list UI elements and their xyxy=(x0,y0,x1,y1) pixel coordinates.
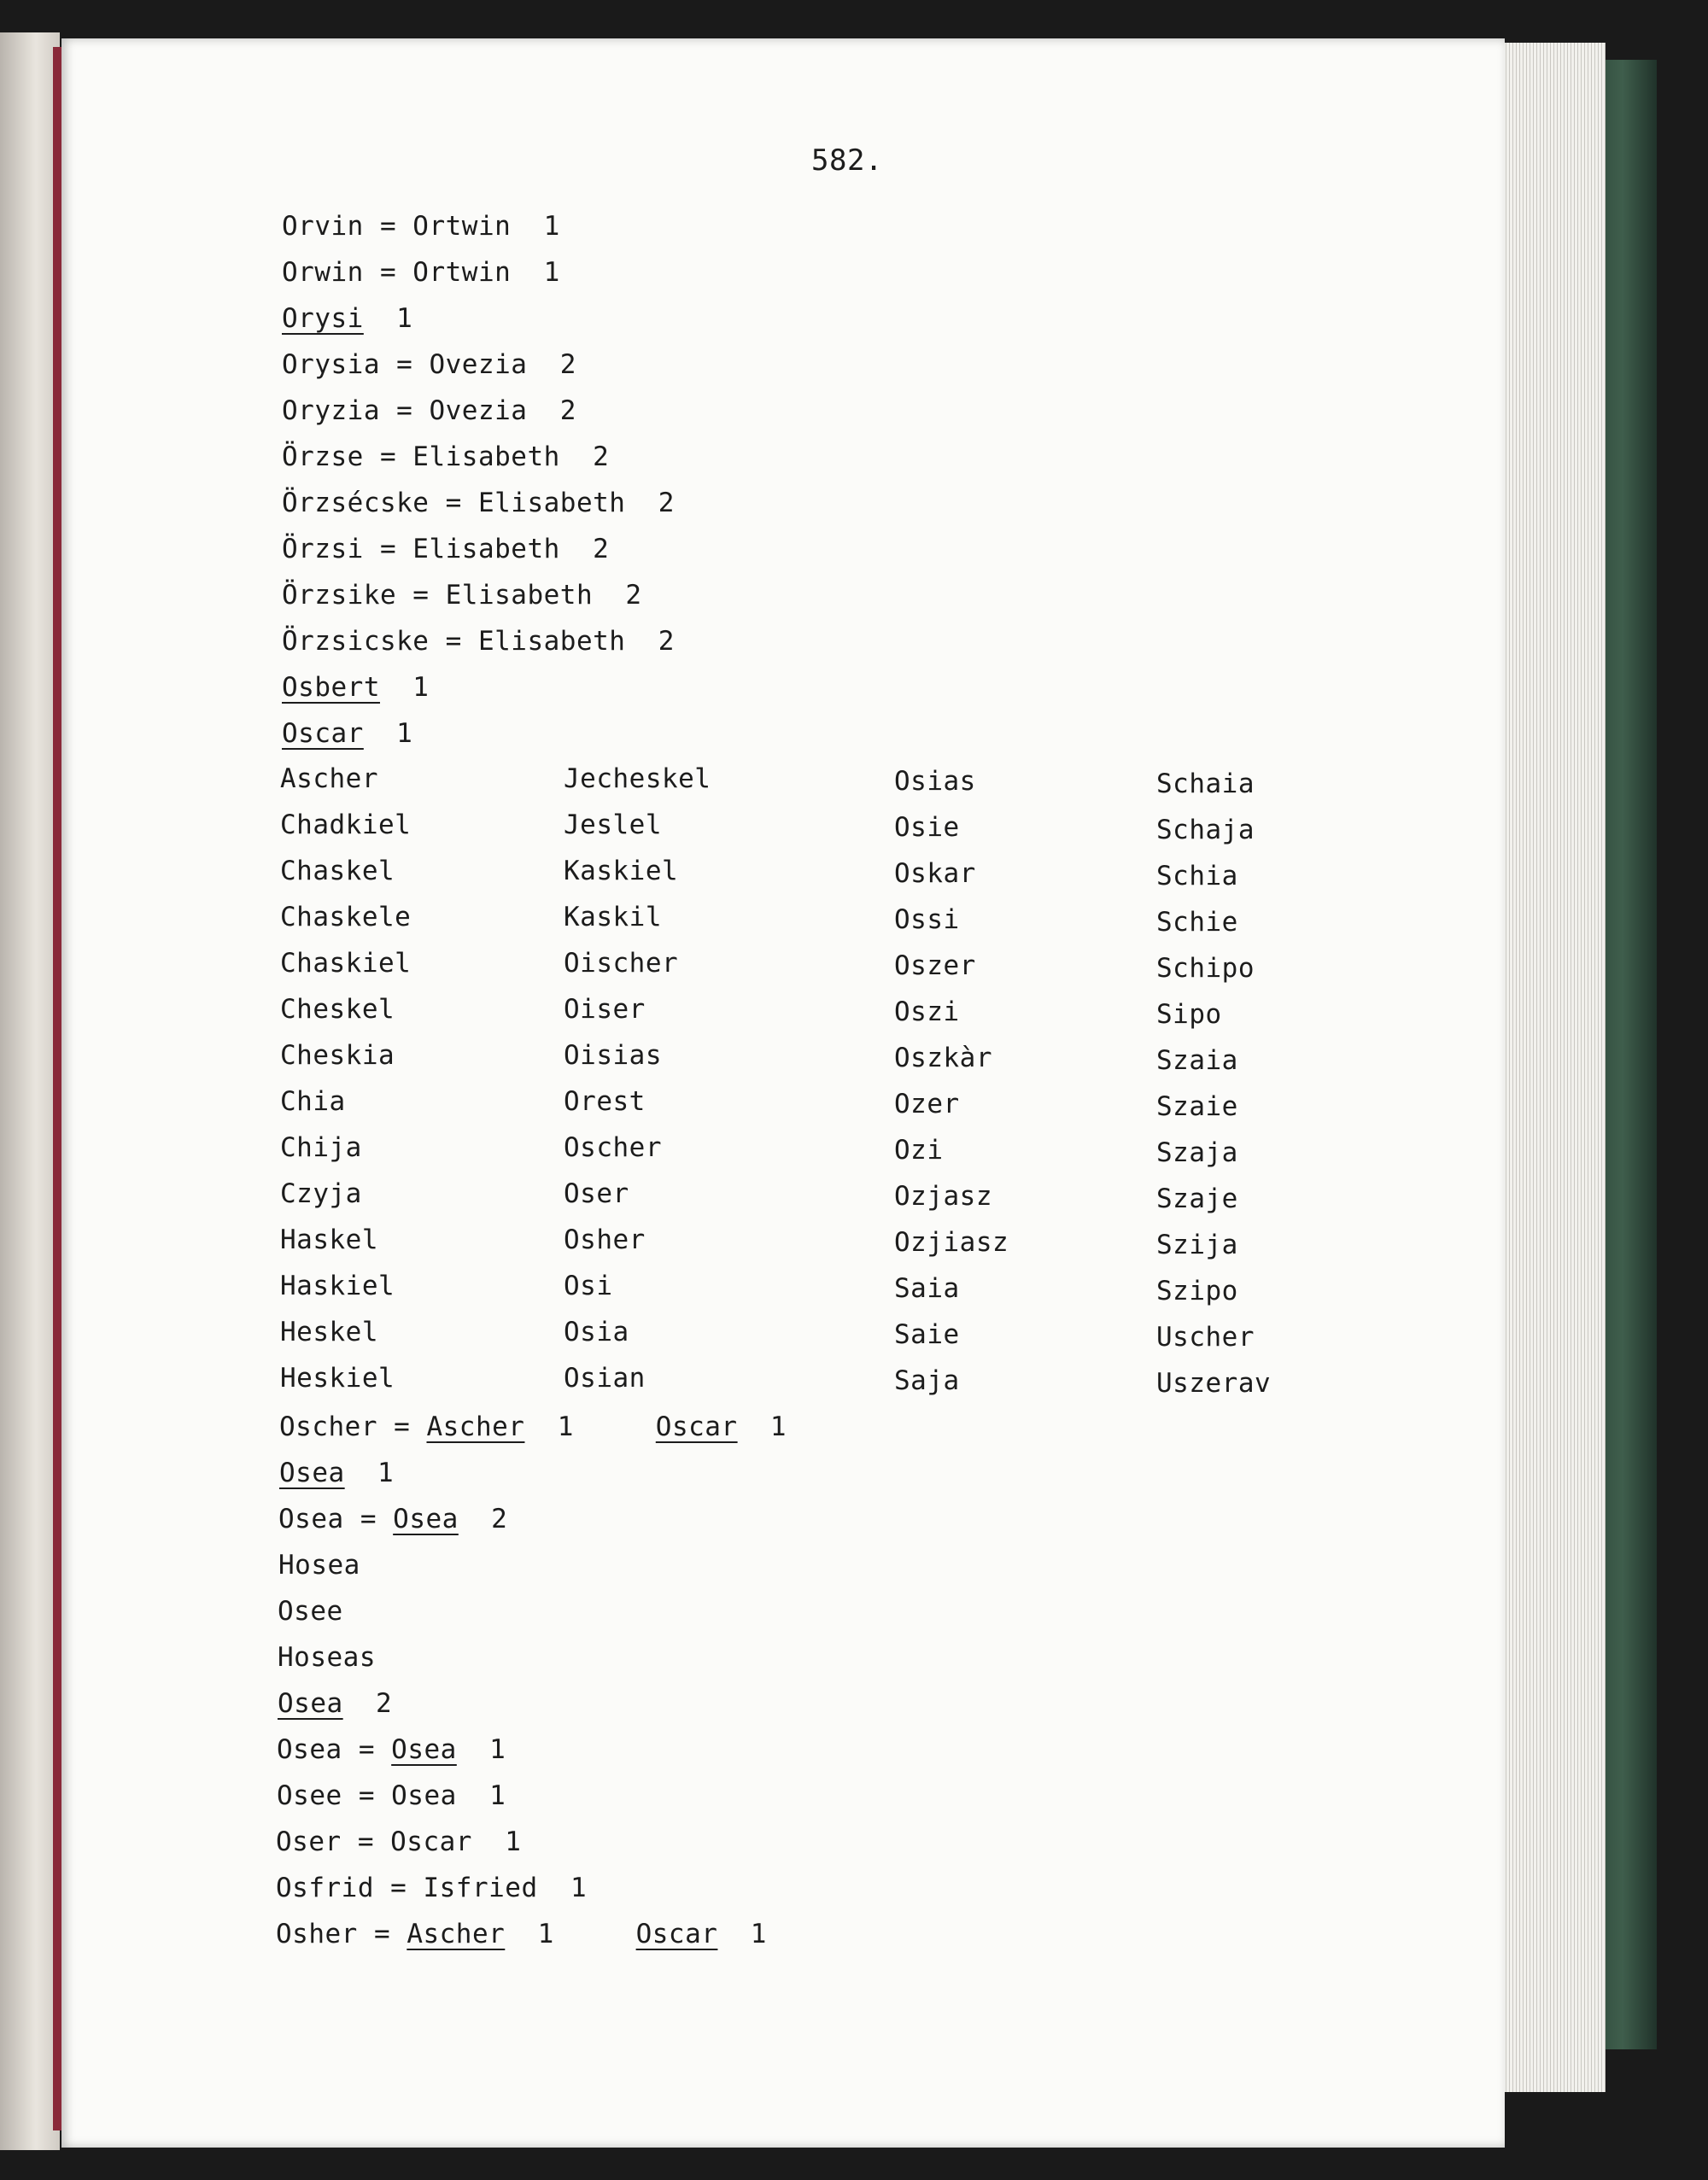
variant-name: Saie xyxy=(894,1319,960,1350)
variant-name: Oiser xyxy=(564,994,646,1025)
index-entry xyxy=(282,536,609,563)
entry-text: 1 xyxy=(344,1458,395,1488)
variant-name: Oscher xyxy=(564,1132,662,1163)
index-entry xyxy=(282,349,576,380)
variant-name: Szaje xyxy=(1156,1184,1238,1214)
variant-name: Kaskiel xyxy=(564,856,679,886)
underlined-name: Osea xyxy=(393,1504,459,1534)
entry-text: Oser = Oscar 1 xyxy=(276,1826,522,1857)
variant-name: Osian xyxy=(564,1363,646,1394)
variant-name: Uscher xyxy=(1156,1322,1255,1353)
page-sheet xyxy=(61,38,1505,2148)
variant-name: Cheskel xyxy=(280,994,395,1025)
variant-name: Szija xyxy=(1156,1230,1238,1260)
variant-name: Chija xyxy=(280,1132,362,1163)
variant-name: Oisias xyxy=(564,1040,662,1071)
entry-text: Örzsike = Elisabeth 2 xyxy=(282,580,642,611)
index-entry xyxy=(282,395,576,426)
entry-text: 2 xyxy=(342,1688,393,1719)
variant-name: Jeslel xyxy=(564,809,662,840)
entry-text: 2 xyxy=(458,1504,508,1534)
entry-text: 1 xyxy=(737,1411,787,1442)
variant-name: Sipo xyxy=(1156,999,1222,1030)
variant-name: Szaia xyxy=(1156,1045,1238,1076)
entry-text: Oryzia = Ovezia 2 xyxy=(282,395,576,426)
variant-name: Osia xyxy=(564,1317,629,1347)
entry-text: 1 xyxy=(379,672,430,703)
variant-name: Schie xyxy=(1156,907,1238,938)
entry-text: Osfrid = Isfried 1 xyxy=(276,1873,588,1903)
variant-name: Haskiel xyxy=(280,1271,395,1301)
index-entry xyxy=(282,303,413,334)
entry-text: 1 xyxy=(456,1734,506,1765)
variant-name: Schia xyxy=(1156,861,1238,891)
variant-name: Chaskel xyxy=(280,856,395,886)
index-entry xyxy=(282,628,675,655)
variant-name: Ossi xyxy=(894,904,960,935)
variant-name: Orest xyxy=(564,1086,646,1117)
variant-name: Heskiel xyxy=(280,1363,395,1394)
variant-name: Saia xyxy=(894,1273,960,1304)
index-entry xyxy=(278,1688,393,1719)
index-entry xyxy=(282,490,675,517)
variant-name: Oszkàr xyxy=(894,1043,992,1073)
variant-name: Chia xyxy=(280,1086,346,1117)
underlined-name: Ascher xyxy=(407,1919,506,1949)
variant-name: Czyja xyxy=(280,1178,362,1209)
underlined-name: Orysi xyxy=(282,303,364,334)
index-entry xyxy=(277,1780,506,1811)
variant-name: Osias xyxy=(894,766,976,797)
index-entry xyxy=(277,1734,506,1765)
underlined-name: Osea xyxy=(278,1688,343,1719)
variant-name: Oser xyxy=(564,1178,629,1209)
variant-name: Ozi xyxy=(894,1135,944,1166)
variant-name: Szaja xyxy=(1156,1137,1238,1168)
entry-text: 1 xyxy=(363,303,413,334)
entry-text: Hosea xyxy=(278,1550,360,1581)
entry-text: Osher = xyxy=(276,1919,407,1949)
entry-text: 1 xyxy=(524,1411,656,1442)
entry-text: Hoseas xyxy=(278,1642,376,1673)
entry-text: Oscher = xyxy=(279,1411,427,1442)
underlined-name: Oscar xyxy=(635,1919,718,1949)
entry-text: Osee = Osea 1 xyxy=(277,1780,506,1811)
variant-name: Uszerav xyxy=(1156,1368,1272,1399)
variant-name: Osie xyxy=(894,812,960,843)
variant-name: Chaskiel xyxy=(280,948,412,979)
variant-name: Chaskele xyxy=(280,902,412,932)
entry-text: Örzsécske = Elisabeth 2 xyxy=(282,488,675,518)
page-number: 582. xyxy=(811,143,883,178)
variant-name: Schipo xyxy=(1156,953,1255,984)
variant-name: Ozjasz xyxy=(894,1181,992,1212)
variant-name: Oszi xyxy=(894,996,960,1027)
entry-text: Örzsi = Elisabeth 2 xyxy=(282,534,610,564)
underlined-name: Osbert xyxy=(282,672,380,703)
underlined-name: Ascher xyxy=(426,1411,525,1442)
entry-text: Örzse = Elisabeth 2 xyxy=(282,441,610,472)
variant-name: Haskel xyxy=(280,1224,378,1255)
variant-name: Cheskia xyxy=(280,1040,395,1071)
entry-text: Orysia = Ovezia 2 xyxy=(282,349,576,380)
variant-name: Jecheskel xyxy=(564,763,711,794)
variant-name: Oischer xyxy=(564,948,679,979)
index-entry xyxy=(282,672,430,703)
entry-text: Osea = xyxy=(277,1734,392,1765)
entry-text: 1 xyxy=(505,1919,636,1949)
book-left-page xyxy=(0,32,60,2150)
variant-name: Oszer xyxy=(894,950,976,981)
index-entry xyxy=(282,582,642,609)
index-entry xyxy=(278,1598,343,1625)
index-entry xyxy=(282,718,413,749)
variant-name: Oskar xyxy=(894,858,976,889)
index-entry xyxy=(276,1826,522,1857)
index-entry xyxy=(278,1506,507,1533)
index-entry xyxy=(279,1460,394,1487)
variant-name: Osi xyxy=(564,1271,613,1301)
index-entry xyxy=(278,1642,376,1673)
underlined-name: Osea xyxy=(279,1458,345,1488)
variant-name: Ozjiasz xyxy=(894,1227,1009,1258)
variant-name: Heskel xyxy=(280,1317,378,1347)
variant-name: Chadkiel xyxy=(280,809,412,840)
variant-name: Saja xyxy=(894,1365,960,1396)
entry-text: Osee xyxy=(278,1596,343,1627)
index-entry xyxy=(276,1875,587,1902)
variant-name: Szaie xyxy=(1156,1091,1238,1122)
variant-name: Ozer xyxy=(894,1089,960,1119)
variant-name: Schaia xyxy=(1156,769,1255,799)
index-entry xyxy=(278,1552,360,1579)
variant-name: Schaja xyxy=(1156,815,1255,845)
index-entry xyxy=(282,257,560,288)
index-entry xyxy=(282,441,610,472)
entry-text: 1 xyxy=(363,718,413,749)
underlined-name: Oscar xyxy=(655,1411,738,1442)
entry-text: Orwin = Ortwin 1 xyxy=(282,257,560,288)
variant-name: Osher xyxy=(564,1224,646,1255)
entry-text: 1 xyxy=(717,1919,767,1949)
entry-text: Orvin = Ortwin 1 xyxy=(282,211,560,242)
index-entry xyxy=(282,213,560,240)
variant-name: Ascher xyxy=(280,763,378,794)
underlined-name: Osea xyxy=(391,1734,457,1765)
underlined-name: Oscar xyxy=(282,718,364,749)
variant-name: Szipo xyxy=(1156,1276,1238,1306)
entry-text: Osea = xyxy=(278,1504,394,1534)
entry-text: Örzsicske = Elisabeth 2 xyxy=(282,626,675,657)
index-entry xyxy=(276,1921,767,1948)
index-entry xyxy=(279,1411,787,1442)
variant-name: Kaskil xyxy=(564,902,662,932)
